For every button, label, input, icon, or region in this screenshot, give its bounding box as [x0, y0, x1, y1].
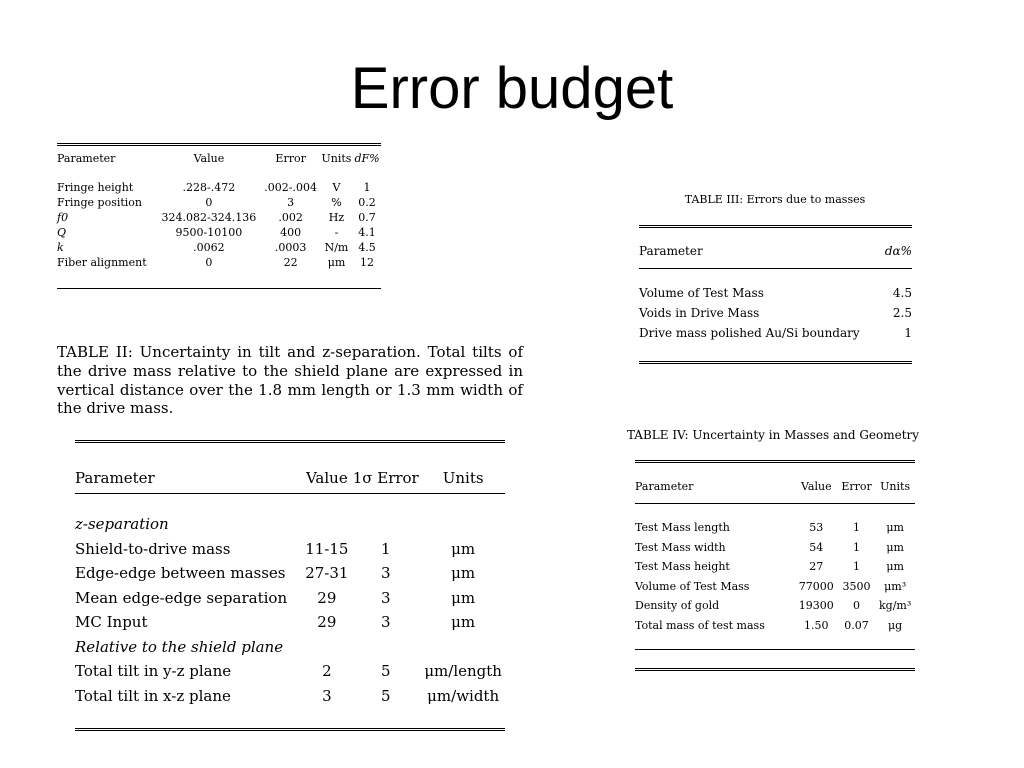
table-header-row [75, 463, 505, 494]
cell-parameter: Fiber alignment [57, 256, 147, 269]
table-mid-rule [635, 649, 915, 650]
cell-units: kg/m³ [879, 599, 912, 613]
cell-units: μm/length [424, 662, 502, 681]
table-row [635, 616, 915, 636]
table-row [75, 684, 505, 709]
cell-df: 1 [363, 181, 371, 194]
cell-value: 27-31 [305, 564, 349, 583]
header-parameter: Parameter [635, 479, 694, 493]
table-row [57, 255, 381, 270]
cell-parameter: k [57, 241, 64, 254]
cell-value: 2 [322, 662, 332, 681]
table-header-row [639, 234, 912, 269]
cell-value: 2.5 [892, 306, 912, 320]
table-4-grid [635, 469, 915, 635]
table-row [635, 577, 915, 597]
cell-parameter: f0 [57, 211, 69, 224]
table-top-rule [75, 440, 505, 443]
cell-value: 29 [317, 588, 337, 607]
table-row [635, 557, 915, 577]
cell-error: 3500 [842, 579, 871, 593]
table-1-grid [57, 146, 381, 270]
table-row [639, 283, 912, 303]
cell-value: 54 [809, 540, 824, 554]
cell-value: 324.082-324.136 [161, 211, 257, 224]
table-row [635, 596, 915, 616]
header-units: Units [880, 479, 911, 493]
cell-value: .0062 [193, 241, 225, 254]
header-dalpha-percent: dα% [884, 244, 912, 258]
cell-value: 1.50 [804, 618, 829, 632]
cell-parameter: Fringe height [57, 181, 134, 194]
table-bottom-rule [75, 728, 505, 731]
table-4-caption: TABLE IV: Uncertainty in Masses and Geometry [626, 428, 920, 442]
cell-error: 1 [853, 560, 861, 574]
cell-units: μg [888, 618, 903, 632]
cell-df: 12 [360, 256, 375, 269]
table-2-caption: TABLE II: Uncertainty in tilt and z-separation. Total tilts of the drive mass relative to the shield plane are expressed in vertical distance over the 1.8 mm length or 1.3 mm width of the drive mass. [57, 343, 523, 418]
cell-units: μm [451, 613, 476, 632]
cell-value: 4.5 [892, 286, 912, 300]
cell-units: μm [327, 256, 346, 269]
cell-units: N/m [324, 241, 349, 254]
cell-error: 1 [380, 539, 391, 558]
cell-value: 1 [904, 326, 912, 340]
cell-error: 22 [283, 256, 298, 269]
cell-error: 1 [853, 521, 861, 535]
cell-df: 0.2 [358, 196, 376, 209]
table-row [75, 659, 505, 684]
header-parameter: Parameter [57, 151, 116, 165]
table-row [635, 538, 915, 558]
cell-error: 3 [287, 196, 295, 209]
section-label: Relative to the shield plane [75, 637, 284, 656]
cell-units: μm/width [427, 686, 500, 705]
cell-units: μm [451, 539, 476, 558]
cell-units: μm [886, 521, 904, 535]
table-row [639, 303, 912, 323]
cell-error: 5 [380, 686, 391, 705]
cell-value: 29 [317, 613, 337, 632]
cell-parameter: Total mass of test mass [635, 618, 765, 632]
cell-value: 27 [809, 560, 824, 574]
cell-value: 9500-10100 [175, 226, 243, 239]
cell-parameter: Test Mass height [635, 560, 730, 574]
slide-title: Error budget [350, 56, 674, 121]
header-df-percent: dF% [354, 151, 380, 165]
cell-df: 4.5 [358, 241, 376, 254]
cell-error: .002 [278, 211, 303, 224]
cell-value: 11-15 [305, 539, 349, 558]
table-2-grid [75, 463, 505, 708]
cell-parameter: Test Mass width [635, 540, 726, 554]
table-row [57, 180, 381, 195]
cell-error: 0 [853, 599, 861, 613]
cell-parameter: MC Input [75, 613, 148, 632]
table-bottom-rule [639, 361, 912, 364]
header-units: Units [321, 151, 352, 165]
table-4 [635, 460, 915, 671]
table-bottom-rule [57, 288, 381, 289]
cell-units: V [332, 181, 341, 194]
header-value: Value [800, 479, 832, 493]
table-3-caption: TABLE III: Errors due to masses [684, 193, 866, 206]
cell-error: 1 [853, 540, 861, 554]
cell-error: 3 [380, 564, 391, 583]
header-error: Error [275, 151, 306, 165]
header-error: 1σ Error [352, 469, 419, 487]
table-row [639, 323, 912, 343]
cell-error: 400 [280, 226, 302, 239]
header-value: Value [193, 151, 225, 165]
header-units: Units [442, 469, 484, 487]
header-parameter: Parameter [75, 469, 155, 487]
cell-value: 3 [322, 686, 332, 705]
cell-parameter: Density of gold [635, 599, 720, 613]
cell-error: 3 [380, 613, 391, 632]
cell-value: 77000 [798, 579, 834, 593]
cell-parameter: Volume of Test Mass [635, 579, 750, 593]
cell-parameter: Shield-to-drive mass [75, 539, 231, 558]
cell-units: μm³ [884, 579, 907, 593]
cell-error: .002-.004 [264, 181, 317, 194]
cell-parameter: Drive mass polished Au/Si boundary [639, 326, 860, 340]
table-row [57, 195, 381, 210]
cell-df: 4.1 [358, 226, 376, 239]
cell-parameter: Voids in Drive Mass [639, 306, 760, 320]
cell-parameter: Fringe position [57, 196, 143, 209]
cell-units: μm [451, 564, 476, 583]
table-row [635, 518, 915, 538]
table-3-grid [639, 234, 912, 343]
cell-parameter: Test Mass length [635, 521, 730, 535]
cell-value: 0 [205, 256, 213, 269]
table-row [57, 225, 381, 240]
table-row [75, 586, 505, 611]
cell-error: 0.07 [844, 618, 869, 632]
cell-value: 0 [205, 196, 213, 209]
cell-parameter: Volume of Test Mass [639, 286, 764, 300]
cell-units: μm [886, 560, 904, 574]
table-bottom-rule [635, 668, 915, 671]
section-label: z-separation [75, 515, 169, 534]
cell-error: 5 [380, 662, 391, 681]
cell-units: % [331, 196, 342, 209]
header-parameter: Parameter [639, 244, 703, 258]
table-row [57, 210, 381, 225]
table-row [57, 240, 381, 255]
cell-parameter: Edge-edge between masses [75, 564, 286, 583]
table-row [75, 561, 505, 586]
cell-units: μm [886, 540, 904, 554]
table-row [75, 537, 505, 562]
section-row [75, 512, 505, 537]
cell-units: μm [451, 588, 476, 607]
cell-error: .0003 [274, 241, 307, 254]
table-header-row [57, 146, 381, 170]
cell-units: Hz [328, 211, 345, 224]
cell-parameter: Total tilt in x-z plane [75, 686, 231, 705]
cell-parameter: Q [57, 226, 67, 239]
cell-units: - [334, 226, 339, 239]
table-top-rule [635, 460, 915, 463]
table-top-rule [639, 225, 912, 228]
cell-error: 3 [380, 588, 391, 607]
table-3 [639, 225, 912, 364]
header-error: Error [841, 479, 872, 493]
table-header-row [635, 469, 915, 504]
cell-parameter: Mean edge-edge separation [75, 588, 288, 607]
cell-value: 53 [809, 521, 824, 535]
cell-parameter: Total tilt in y-z plane [75, 662, 232, 681]
section-row [75, 635, 505, 660]
cell-value: 19300 [798, 599, 834, 613]
table-1 [57, 143, 381, 289]
table-2 [75, 440, 505, 731]
table-row [75, 610, 505, 635]
cell-value: .228-.472 [182, 181, 236, 194]
header-value: Value [305, 469, 348, 487]
cell-df: 0.7 [358, 211, 376, 224]
